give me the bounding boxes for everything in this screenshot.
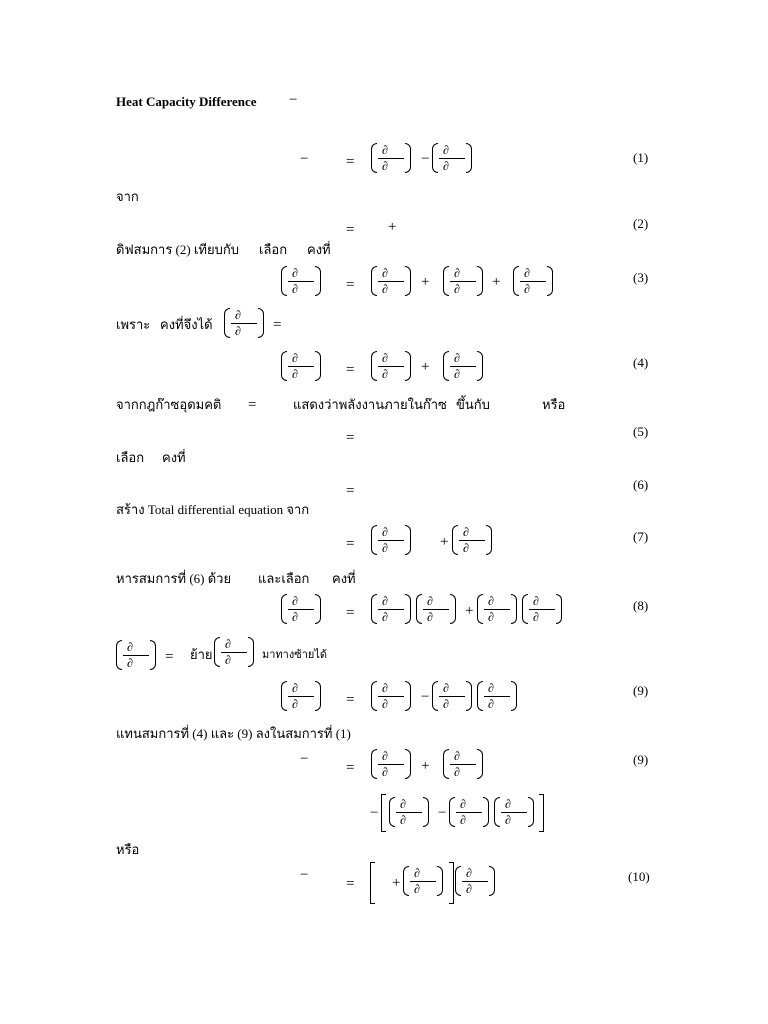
equation-number: (8) — [633, 598, 649, 613]
partial-derivative: ∂ ∂ — [224, 308, 264, 338]
text-select: เลือก — [116, 450, 145, 465]
partial-derivative: ∂ ∂ — [432, 143, 472, 173]
plus-sign: + — [492, 274, 501, 290]
partial-derivative: ∂ ∂ — [443, 749, 483, 779]
text-or: หรือ — [542, 397, 566, 412]
right-bracket — [449, 862, 454, 904]
partial-derivative: ∂ ∂ — [443, 266, 483, 296]
text-ideal-gas-law: จากกฎก๊าซอุดมคติ — [116, 397, 222, 412]
left-bracket — [370, 862, 375, 904]
text-select: เลือก — [259, 242, 288, 257]
plus-sign: + — [421, 758, 430, 774]
minus-sign: − — [289, 92, 298, 108]
text-divide-eq6: หารสมการที่ (6) ด้วย — [116, 571, 232, 586]
plus-sign: + — [421, 359, 430, 375]
equation-number: (9) — [633, 752, 649, 767]
minus-sign: − — [300, 151, 309, 167]
partial-derivative: ∂ ∂ — [371, 681, 411, 711]
equals-sign: = — [346, 154, 355, 170]
partial-derivative: ∂ ∂ — [522, 594, 562, 624]
partial-derivative: ∂ ∂ — [371, 594, 411, 624]
plus-sign: + — [421, 274, 430, 290]
minus-sign: − — [300, 867, 309, 883]
equals-sign: = — [273, 317, 282, 333]
equation-number: (6) — [633, 477, 649, 492]
partial-derivative: ∂ ∂ — [371, 143, 411, 173]
text-substitute: แทนสมการที่ (4) และ (9) ลงในสมการที่ (1) — [116, 726, 351, 741]
minus-sign: − — [300, 751, 309, 767]
minus-sign: − — [370, 805, 379, 821]
text-or: หรือ — [116, 842, 140, 857]
equation-number: (10) — [628, 869, 650, 884]
text-create-total-differential: สร้าง Total differential equation จาก — [116, 502, 310, 517]
text-constant: คงที่ — [332, 571, 356, 586]
partial-derivative: ∂ ∂ — [443, 351, 483, 381]
equals-sign: = — [248, 397, 257, 413]
partial-derivative: ∂ ∂ — [281, 681, 321, 711]
equation-number: (4) — [633, 355, 649, 370]
right-bracket — [539, 794, 544, 832]
partial-derivative: ∂ ∂ — [281, 351, 321, 381]
text-depends-on: ขึ้นกับ — [456, 397, 490, 412]
text-internal-energy: แสดงว่าพลังงานภายในก๊าซ — [293, 397, 447, 412]
equals-sign: = — [346, 692, 355, 708]
plus-sign: + — [392, 875, 401, 891]
partial-derivative: ∂ ∂ — [477, 594, 517, 624]
minus-sign: − — [421, 689, 430, 705]
text-diff-eq2: ดิฟสมการ (2) เทียบกับ — [116, 242, 239, 257]
text-from: จาก — [116, 189, 139, 204]
text-because: เพราะ — [116, 317, 151, 332]
text-move: ย้าย — [190, 647, 213, 662]
equals-sign: = — [346, 430, 355, 446]
equation-number: (7) — [633, 529, 649, 544]
equation-number: (3) — [633, 270, 649, 285]
equation-number: (5) — [633, 424, 649, 439]
equals-sign: = — [346, 362, 355, 378]
minus-sign: − — [421, 151, 430, 167]
equation-number: (2) — [633, 216, 649, 231]
partial-derivative: ∂ ∂ — [494, 797, 534, 827]
partial-derivative: ∂ ∂ — [371, 749, 411, 779]
partial-derivative: ∂ ∂ — [455, 866, 495, 896]
text-to-left: มาทางซ้ายได้ — [262, 649, 327, 661]
partial-derivative: ∂ ∂ — [432, 681, 472, 711]
text-constant: คงที่ — [307, 242, 331, 257]
partial-derivative: ∂ ∂ — [449, 797, 489, 827]
partial-derivative: ∂ ∂ — [116, 640, 156, 670]
equals-sign: = — [165, 649, 174, 665]
partial-derivative: ∂ ∂ — [416, 594, 456, 624]
partial-derivative: ∂ ∂ — [371, 266, 411, 296]
left-bracket — [381, 794, 386, 832]
equals-sign: = — [346, 277, 355, 293]
equals-sign: = — [346, 876, 355, 892]
minus-sign: − — [438, 805, 447, 821]
plus-sign: + — [388, 219, 397, 235]
equals-sign: = — [346, 605, 355, 621]
equals-sign: = — [346, 536, 355, 552]
equals-sign: = — [346, 760, 355, 776]
partial-derivative: ∂ ∂ — [281, 594, 321, 624]
partial-derivative: ∂ ∂ — [477, 681, 517, 711]
plus-sign: + — [465, 603, 474, 619]
page-title: Heat Capacity Difference — [116, 94, 257, 109]
partial-derivative: ∂ ∂ — [389, 797, 429, 827]
text-and-select: และเลือก — [258, 571, 310, 586]
equals-sign: = — [346, 222, 355, 238]
partial-derivative: ∂ ∂ — [281, 266, 321, 296]
text-constant: คงที่ — [162, 450, 186, 465]
partial-derivative: ∂ ∂ — [513, 266, 553, 296]
partial-derivative: ∂ ∂ — [371, 525, 411, 555]
partial-derivative: ∂ ∂ — [214, 637, 254, 667]
plus-sign: + — [440, 534, 449, 550]
equals-sign: = — [346, 483, 355, 499]
partial-derivative: ∂ ∂ — [371, 351, 411, 381]
partial-derivative: ∂ ∂ — [452, 525, 492, 555]
text-constant-so: คงที่จึงได้ — [160, 317, 213, 332]
equation-number: (1) — [633, 150, 649, 165]
partial-derivative: ∂ ∂ — [403, 866, 443, 896]
equation-number: (9) — [633, 683, 649, 698]
